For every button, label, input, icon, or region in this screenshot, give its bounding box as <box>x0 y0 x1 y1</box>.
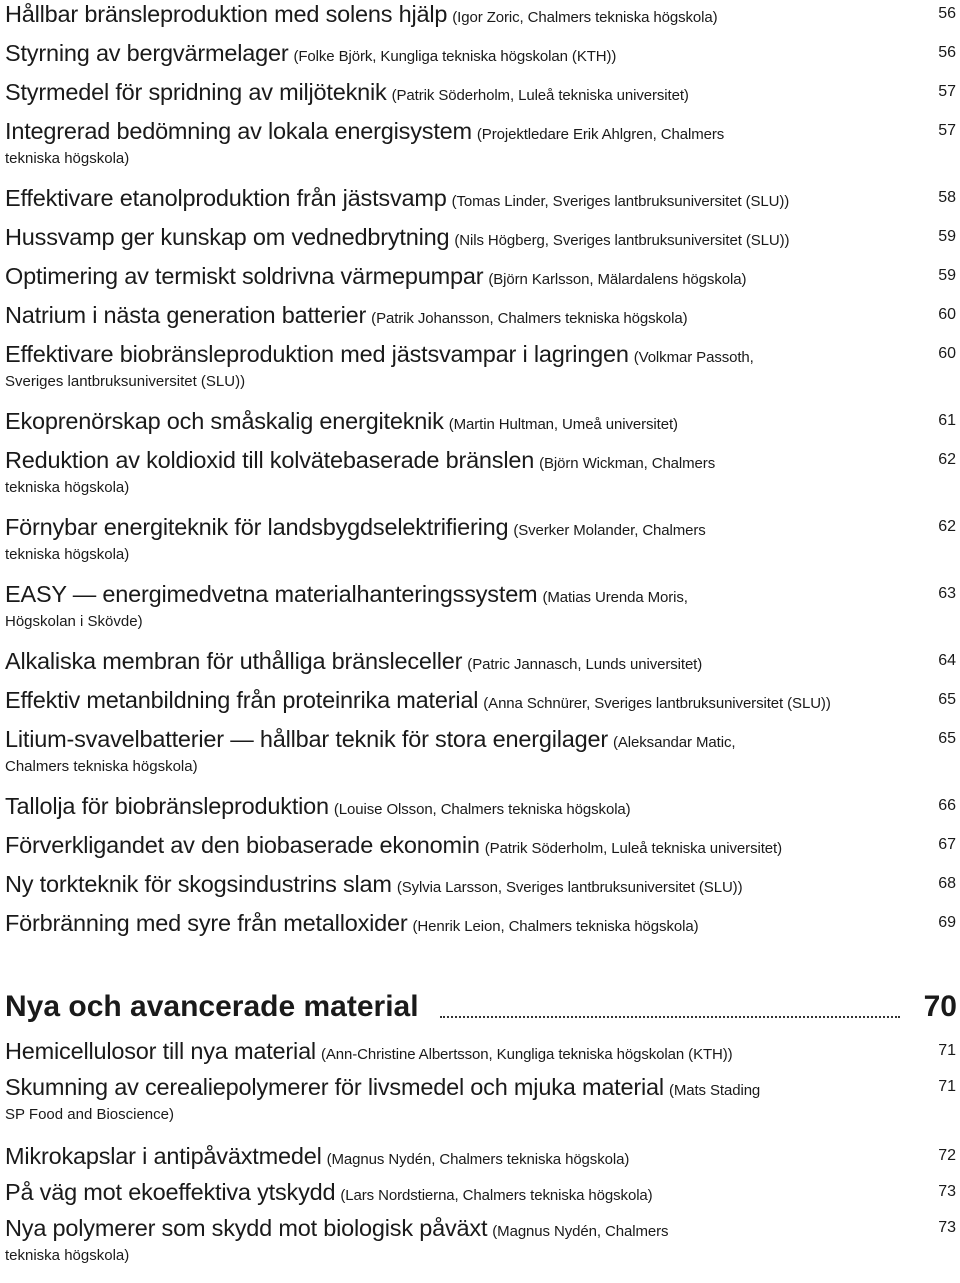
toc-entry[interactable] <box>0 831 960 870</box>
entry-page-number: 62 <box>938 518 956 535</box>
entry-author-continued: tekniska högskola) <box>5 479 130 496</box>
toc-entry[interactable] <box>0 1037 960 1073</box>
entry-title: Förverkligandet av den biobaserade ekonomin <box>5 832 480 858</box>
entry-author: (Magnus Nydén, Chalmers tekniska högskola) <box>326 1151 630 1168</box>
entry-title: Effektivare etanolproduktion från jästsvamp <box>5 185 447 211</box>
entry-page-number: 67 <box>938 836 956 853</box>
entry-page-number: 65 <box>938 691 956 708</box>
toc-entry[interactable] <box>0 792 960 831</box>
entry-page-number: 73 <box>938 1183 956 1200</box>
entry-author: (Patrik Johansson, Chalmers tekniska högskola) <box>371 310 688 327</box>
entry-page-number: 71 <box>938 1042 956 1059</box>
toc-entry[interactable] <box>0 78 960 117</box>
entry-page-number: 71 <box>938 1078 956 1095</box>
toc-entry[interactable] <box>0 117 960 184</box>
entry-title: Ekoprenörskap och småskalig energiteknik <box>5 408 444 434</box>
entry-author: (Folke Björk, Kungliga tekniska högskolan (KTH)) <box>293 48 617 65</box>
toc-entry[interactable] <box>0 513 960 580</box>
entry-title: På väg mot ekoeffektiva ytskydd <box>5 1179 336 1205</box>
entry-author: (Martin Hultman, Umeå universitet) <box>448 416 678 433</box>
toc-entry[interactable] <box>0 407 960 446</box>
toc-entry[interactable] <box>0 647 960 686</box>
entry-page-number: 56 <box>938 5 956 22</box>
entry-page-number: 65 <box>938 730 956 747</box>
entry-author: (Volkmar Passoth, <box>633 349 754 366</box>
entry-title: Effektivare biobränsleproduktion med jästsvampar i lagringen <box>5 341 629 367</box>
entry-page-number: 57 <box>938 122 956 139</box>
entry-title: Effektiv metanbildning från proteinrika material <box>5 687 479 713</box>
entry-page-number: 56 <box>938 44 956 61</box>
toc-entry[interactable] <box>0 1073 960 1142</box>
entry-author: (Henrik Leion, Chalmers tekniska högskola) <box>412 918 699 935</box>
toc-entry[interactable] <box>0 870 960 909</box>
entry-author: (Lars Nordstierna, Chalmers tekniska högskola) <box>340 1187 653 1204</box>
entry-title: Tallolja för biobränsleproduktion <box>5 793 329 819</box>
entry-title: Natrium i nästa generation batterier <box>5 302 367 328</box>
toc-entry[interactable] <box>0 301 960 340</box>
entry-title: EASY — energimedvetna materialhanteringssystem <box>5 581 538 607</box>
section-heading[interactable] <box>0 985 960 1031</box>
entry-title: Reduktion av koldioxid till kolvätebaserade bränslen <box>5 447 535 473</box>
toc-entry[interactable] <box>0 909 960 948</box>
entry-title: Hemicellulosor till nya material <box>5 1038 316 1064</box>
entry-title: Ny torkteknik för skogsindustrins slam <box>5 871 392 897</box>
entry-title: Hållbar bränsleproduktion med solens hjälp <box>5 1 448 27</box>
toc-entry[interactable] <box>0 262 960 301</box>
entry-title: Förbränning med syre från metalloxider <box>5 910 408 936</box>
entry-author: (Björn Karlsson, Mälardalens högskola) <box>488 271 747 288</box>
entry-author: (Igor Zoric, Chalmers tekniska högskola) <box>452 9 718 26</box>
entry-title: Alkaliska membran för uthålliga bränsleceller <box>5 648 463 674</box>
entry-author-continued: SP Food and Bioscience) <box>5 1106 174 1123</box>
toc-entry[interactable] <box>0 223 960 262</box>
entry-title: Hussvamp ger kunskap om vednedbrytning <box>5 224 450 250</box>
entry-page-number: 58 <box>938 189 956 206</box>
entry-author-continued: tekniska högskola) <box>5 150 130 167</box>
entry-page-number: 66 <box>938 797 956 814</box>
entry-author: (Magnus Nydén, Chalmers <box>492 1223 669 1240</box>
section-title: Nya och avancerade material <box>5 990 419 1023</box>
entry-author: (Patric Jannasch, Lunds universitet) <box>467 656 703 673</box>
entry-author: (Aleksandar Matic, <box>613 734 736 751</box>
entry-author-continued: Sveriges lantbruksuniversitet (SLU)) <box>5 373 246 390</box>
entry-title: Litium-svavelbatterier — hållbar teknik för stora energilager <box>5 726 608 752</box>
entry-author: (Björn Wickman, Chalmers <box>539 455 716 472</box>
entry-page-number: 72 <box>938 1147 956 1164</box>
entry-page-number: 60 <box>938 306 956 323</box>
entry-author: (Patrik Söderholm, Luleå tekniska universitet) <box>391 87 689 104</box>
toc-entry[interactable] <box>0 1178 960 1214</box>
entry-title: Styrning av bergvärmelager <box>5 40 289 66</box>
entry-page-number: 62 <box>938 451 956 468</box>
entry-author-continued: Chalmers tekniska högskola) <box>5 758 198 775</box>
toc-entry[interactable] <box>0 1142 960 1178</box>
toc-entry[interactable] <box>0 580 960 647</box>
entry-author: (Tomas Linder, Sveriges lantbruksuniversitet (SLU)) <box>451 193 790 210</box>
toc-list-materials <box>0 1037 960 1283</box>
entry-author: (Sverker Molander, Chalmers <box>513 522 706 539</box>
entry-page-number: 57 <box>938 83 956 100</box>
toc-entry[interactable] <box>0 0 960 39</box>
entry-title: Nya polymerer som skydd mot biologisk påväxt <box>5 1215 488 1241</box>
entry-title: Integrerad bedömning av lokala energisystem <box>5 118 472 144</box>
entry-page-number: 63 <box>938 585 956 602</box>
entry-page-number: 64 <box>938 652 956 669</box>
entry-author: (Anna Schnürer, Sveriges lantbruksuniversitet (SLU)) <box>483 695 831 712</box>
entry-author: (Matias Urenda Moris, <box>542 589 688 606</box>
entry-author: (Patrik Söderholm, Luleå tekniska universitet) <box>484 840 782 857</box>
toc-entry[interactable] <box>0 725 960 792</box>
entry-author: (Sylvia Larsson, Sveriges lantbruksuniversitet (SLU)) <box>396 879 743 896</box>
toc-entry[interactable] <box>0 1214 960 1283</box>
entry-author-continued: tekniska högskola) <box>5 1247 130 1264</box>
toc-entry[interactable] <box>0 184 960 223</box>
entry-author-continued: Högskolan i Skövde) <box>5 613 143 630</box>
entry-author: (Projektledare Erik Ahlgren, Chalmers <box>476 126 725 143</box>
toc-entry[interactable] <box>0 686 960 725</box>
entry-author: (Ann-Christine Albertsson, Kungliga tekniska högskolan (KTH)) <box>320 1046 733 1063</box>
entry-title: Mikrokapslar i antipåväxtmedel <box>5 1143 322 1169</box>
toc-entry[interactable] <box>0 340 960 407</box>
entry-page-number: 59 <box>938 267 956 284</box>
dot-leader <box>440 1016 900 1018</box>
entry-page-number: 69 <box>938 914 956 931</box>
entry-page-number: 68 <box>938 875 956 892</box>
toc-entry[interactable] <box>0 39 960 78</box>
entry-title: Styrmedel för spridning av miljöteknik <box>5 79 387 105</box>
entry-title: Optimering av termiskt soldrivna värmepumpar <box>5 263 484 289</box>
entry-page-number: 61 <box>938 412 956 429</box>
entry-author-continued: tekniska högskola) <box>5 546 130 563</box>
entry-page-number: 60 <box>938 345 956 362</box>
section-page-number: 70 <box>923 990 957 1023</box>
entry-author: (Louise Olsson, Chalmers tekniska högskola) <box>333 801 631 818</box>
entry-title: Skumning av cerealiepolymerer för livsmedel och mjuka material <box>5 1074 664 1100</box>
entry-author: (Mats Stading <box>668 1082 761 1099</box>
entry-title: Förnybar energiteknik för landsbygdselektrifiering <box>5 514 509 540</box>
entry-page-number: 59 <box>938 228 956 245</box>
toc-entry[interactable] <box>0 446 960 513</box>
entry-page-number: 73 <box>938 1219 956 1236</box>
entry-author: (Nils Högberg, Sveriges lantbruksuniversitet (SLU)) <box>454 232 790 249</box>
